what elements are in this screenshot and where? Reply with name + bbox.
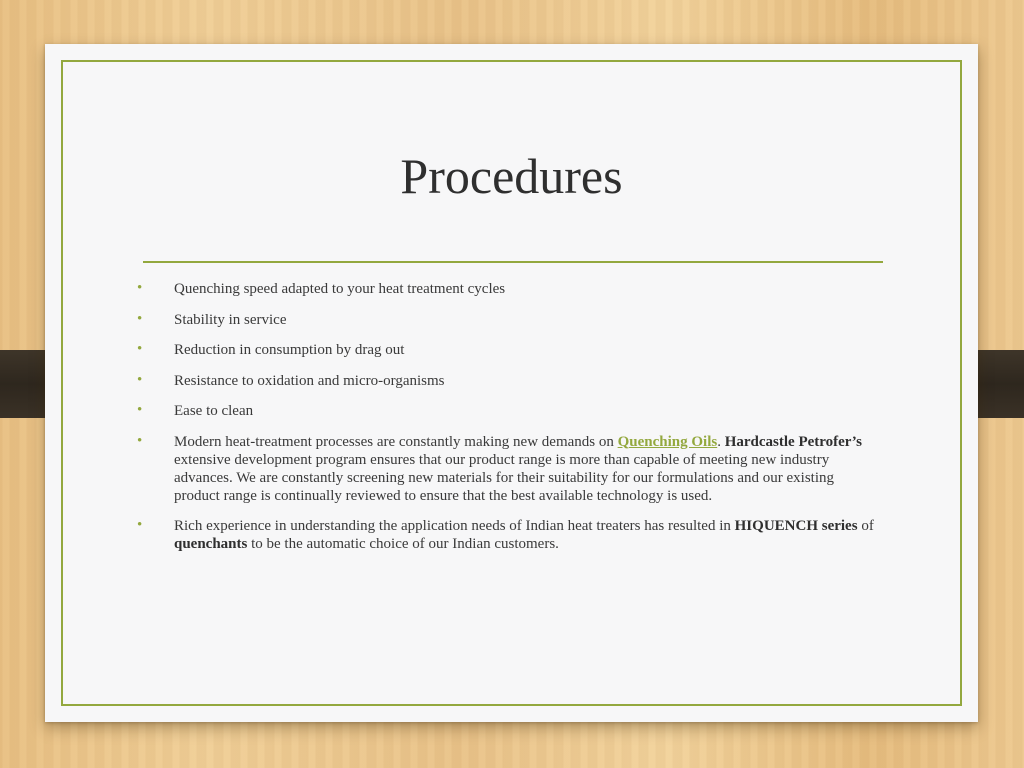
title-divider (143, 261, 883, 263)
bullet-item (137, 372, 877, 390)
bullet-dot-icon: • (137, 341, 143, 357)
bullet-text: extensive development program ensures that our product range is more than capable of meeting new industry advances. We are constantly screening new materials for their suitability for our formulations and our existing product range is continually reviewed to ensure that the best available technology is used. (174, 451, 834, 504)
bullet-dot-icon: • (137, 432, 143, 449)
company-name: Hardcastle Petrofer’s (724, 433, 863, 450)
bullet-text: to be the automatic choice of our Indian customers. (247, 536, 559, 552)
bullet-dot-icon: • (137, 402, 143, 418)
bullet-text: Stability in service (174, 311, 287, 328)
bullet-dot-icon: • (137, 280, 143, 296)
bullet-item-hiquench (137, 517, 877, 553)
bullet-item (137, 280, 877, 298)
bullet-item-quenching-oils (137, 433, 877, 505)
bullet-list (137, 280, 877, 566)
product-series-name: HIQUENCH series (734, 518, 858, 534)
bullet-text: Reduction in consumption by drag out (174, 342, 405, 358)
slide-card (45, 44, 978, 722)
bullet-dot-icon: • (137, 371, 143, 388)
bullet-text: Ease to clean (174, 403, 254, 419)
slide-title: Procedures (400, 148, 623, 204)
bullet-item (137, 341, 877, 359)
bullet-item (137, 402, 877, 420)
bullet-text: Quenching speed adapted to your heat treatment cycles (174, 281, 506, 297)
bullet-dot-icon: • (137, 310, 143, 327)
bullet-text: Modern heat-treatment processes are constantly making new demands on (174, 433, 618, 450)
bullet-text: Rich experience in understanding the application needs of Indian heat treaters has resulted in (174, 518, 735, 534)
bullet-text: of (857, 518, 874, 534)
bullet-text: Resistance to oxidation and micro-organisms (174, 372, 445, 389)
quenchants-term: quenchants (174, 536, 248, 552)
quenching-oils-link[interactable]: Quenching Oils (617, 433, 718, 450)
bullet-item (137, 311, 877, 329)
bullet-dot-icon: • (137, 517, 143, 533)
bullet-text: . (717, 433, 725, 450)
